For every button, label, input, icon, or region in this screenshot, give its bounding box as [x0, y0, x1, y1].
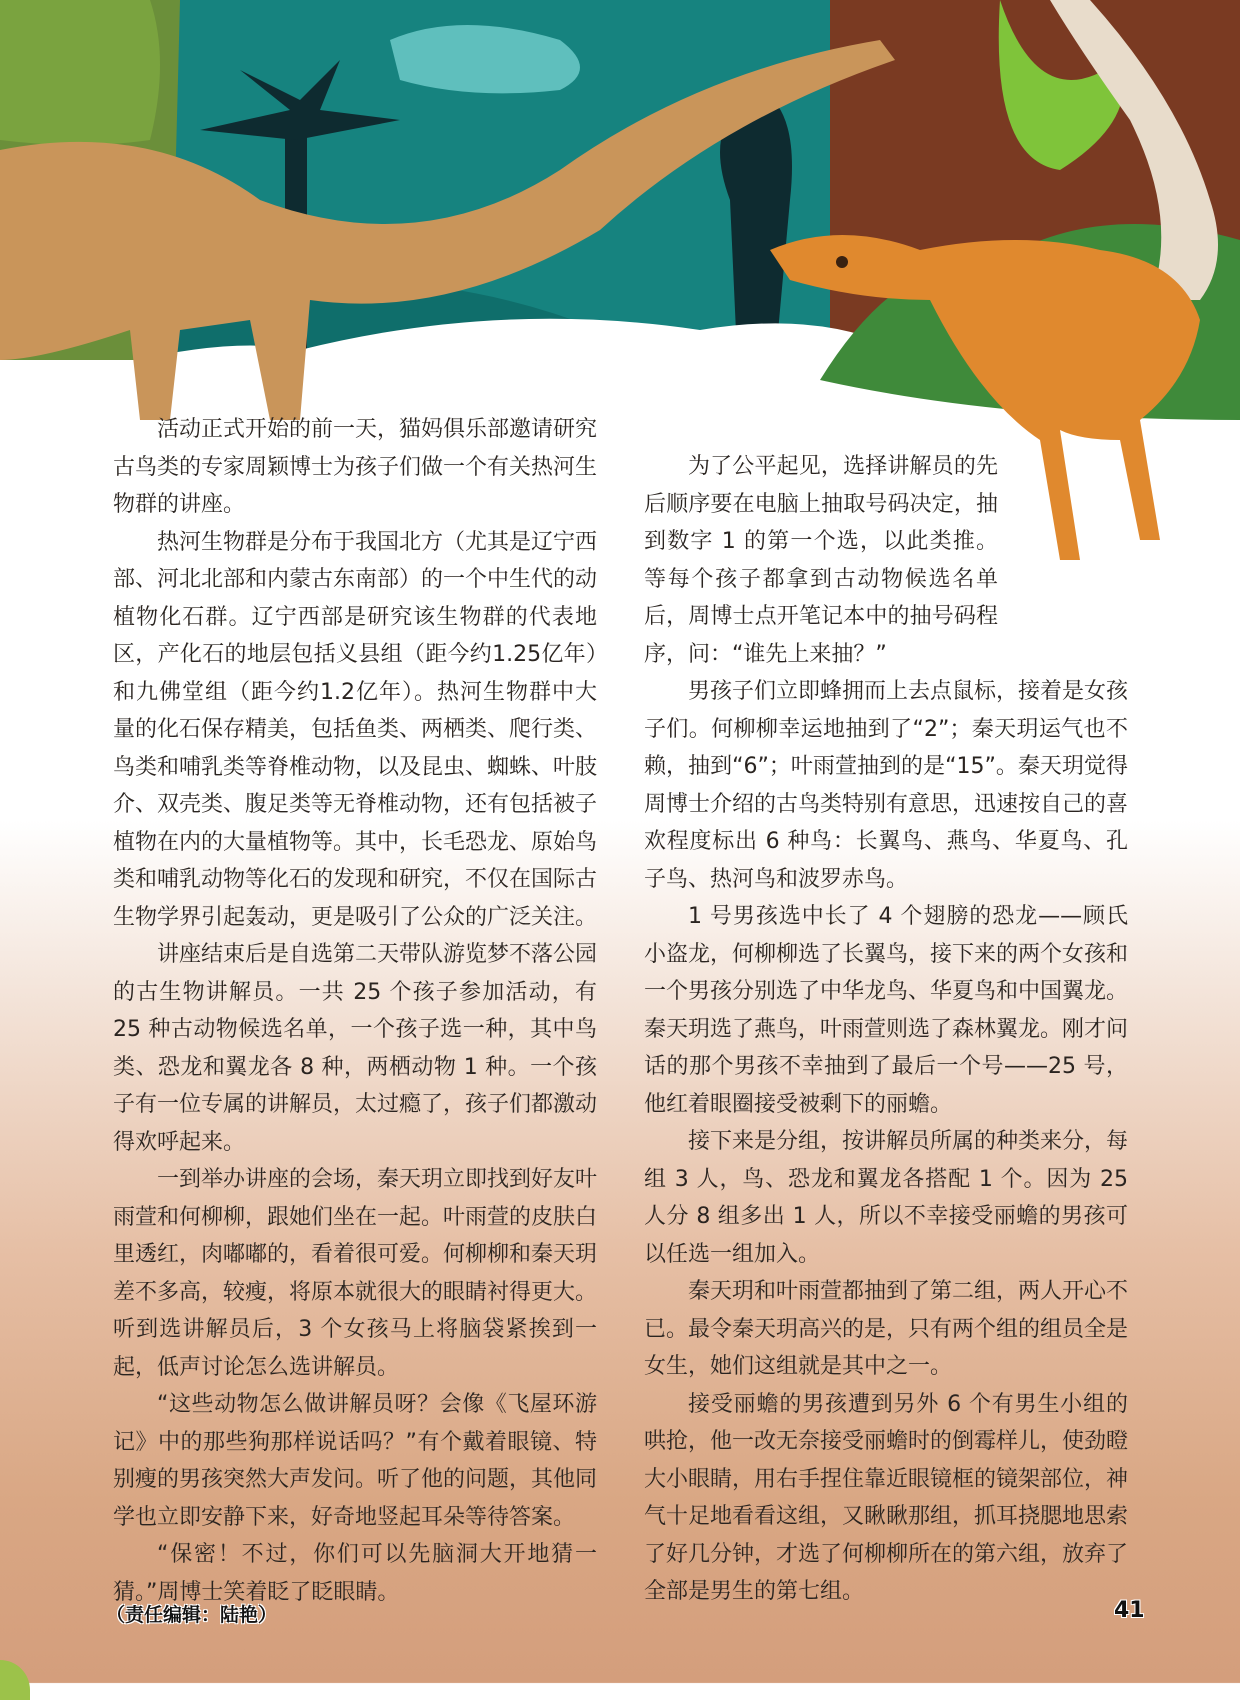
paragraph: “保密！不过，你们可以先脑洞大开地猜一猜。”周博士笑着眨了眨眼睛。: [113, 1542, 597, 1605]
paragraph: 讲座结束后是自选第二天带队游览梦不落公园的古生物讲解员。一共 25 个孩子参加活动，有 25 种古动物候选名单，一个孩子选一种，其中鸟类、恐龙和翼龙各 8 种，两栖动物 1 种。一个孩子有一位专属的讲解员，太过瘾了，孩子们都激动得欢呼起来。: [113, 942, 598, 1155]
paragraph: 一到举办讲座的会场，秦天玥立即找到好友叶雨萱和何柳柳，跟她们坐在一起。叶雨萱的皮肤白里透红，肉嘟嘟的，看着很可爱。何柳柳和秦天玥差不多高，较瘦，将原本就很大的眼睛衬得更大。听到选讲解员后，3 个女孩马上将脑袋紧挨到一起，低声讨论怎么选讲解员。: [113, 1167, 598, 1380]
paragraph: 1 号男孩选中长了 4 个翅膀的恐龙——顾氏小盗龙，何柳柳选了长翼鸟，接下来的两个女孩和一个男孩分别选了中华龙鸟、华夏鸟和中国翼龙。秦天玥选了燕鸟，叶雨萱则选了森林翼龙。刚才问话的那个男孩不幸抽到了最后一个号——25 号，他红着眼圈接受被剩下的丽蟾。: [644, 904, 1129, 1117]
left-foliage: [0, 0, 160, 145]
paragraph: 接下来是分组，按讲解员所属的种类来分，每组 3 人，鸟、恐龙和翼龙各搭配 1 个。因为 25 人分 8 组多出 1 人，所以不幸接受丽蟾的男孩可以任选一组加入。: [644, 1129, 1129, 1267]
paragraph: 热河生物群是分布于我国北方（尤其是辽宁西部、河北北部和内蒙古东南部）的一个中生代的动植物化石群。辽宁西部是研究该生物群的代表地区，产化石的地层包括义县组（距今约1.25亿年）和九佛堂组（距今约1.2亿年）。热河生物群中大量的化石保存精美，包括鱼类、两栖类、爬行类、鸟类和哺乳类等脊椎动物，以及昆虫、蜘蛛、叶肢介、双壳类、腹足类等无脊椎动物，还有包括被子植物在内的大量植物等。其中，长毛恐龙、原始鸟类和哺乳动物等化石的发现和研究，不仅在国际古生物学界引起轰动，更是吸引了公众的广泛关注。: [113, 529, 598, 930]
paragraph: 活动正式开始的前一天，猫妈俱乐部邀请研究古鸟类的专家周颖博士为孩子们做一个有关热河生物群的讲座。: [113, 417, 598, 517]
left-column: [113, 411, 597, 1611]
paragraph: 男孩子们立即蜂拥而上去点鼠标，接着是女孩子们。何柳柳幸运地抽到了“2”；秦天玥运气也不赖，抽到“6”；叶雨萱抽到的是“15”。秦天玥觉得周博士介绍的古鸟类特别有意思，迅速按自己的喜欢程度标出 6 种鸟：长翼鸟、燕鸟、华夏鸟、孔子鸟、热河鸟和波罗赤鸟。: [644, 679, 1129, 892]
raptor-eye: [836, 256, 848, 268]
paragraph: 秦天玥和叶雨萱都抽到了第二组，两人开心不已。最令秦天玥高兴的是，只有两个组的组员全是女生，她们这组就是其中之一。: [644, 1279, 1129, 1379]
paragraph: 接受丽蟾的男孩遭到另外 6 个有男生小组的哄抢，他一改无奈接受丽蟾时的倒霉样儿，使劲瞪大小眼睛，用右手捏住靠近眼镜框的镜架部位，神气十足地看看这组，又瞅瞅那组，抓耳挠腮地思索了好几分钟，才选了何柳柳所在的第六组，放弃了全部是男生的第七组。: [644, 1391, 1129, 1604]
paragraph: “这些动物怎么做讲解员呀？会像《飞屋环游记》中的那些狗那样说话吗？”有个戴着眼镜、特别瘦的男孩突然大声发问。听了他的问题，其他同学也立即安静下来，好奇地竖起耳朵等待答案。: [113, 1392, 598, 1530]
illustration-wrap-spacer: [998, 448, 1128, 673]
paragraph: 为了公平起见，选择讲解员的先后顺序要在电脑上抽取号码决定，抽到数字 1 的第一个选，以此类推。等每个孩子都拿到古动物候选名单后，周博士点开笔记本中的抽号码程序，问：“谁先上来抽？”: [644, 454, 998, 667]
page-number: 41: [1114, 1598, 1145, 1623]
editor-credit: （责任编辑：陆艳）: [106, 1604, 278, 1626]
right-column: [644, 448, 1128, 1611]
leaf-decoration: [0, 1660, 30, 1700]
